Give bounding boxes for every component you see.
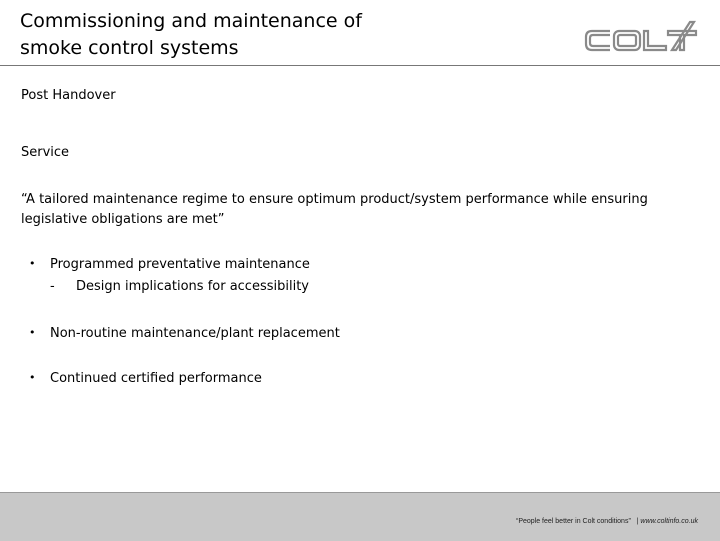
bullet-icon: •	[29, 326, 36, 339]
slide-title	[20, 8, 540, 62]
title-line-1: Commissioning and maintenance of	[20, 10, 362, 32]
bullet-text: Programmed preventative maintenance	[50, 257, 310, 272]
bullet-icon: •	[29, 371, 36, 384]
slide-footer	[0, 492, 720, 541]
slide-header	[0, 0, 720, 66]
bullet-text: Non-routine maintenance/plant replacement	[50, 326, 340, 341]
footer-tagline	[516, 518, 698, 525]
dash-icon: -	[50, 279, 55, 294]
header-divider	[0, 65, 720, 66]
service-quote: “A tailored maintenance regime to ensure optimum product/system performance while ensuring legislative obligations are met”	[21, 192, 648, 227]
title-line-2: smoke control systems	[20, 37, 239, 59]
footer-slogan: “People feel better in Colt conditions”	[515, 518, 631, 525]
post-handover-heading: Post Handover	[21, 88, 116, 103]
sub-bullet-text: Design implications for accessibility	[76, 279, 309, 294]
colt-logo	[582, 18, 700, 56]
service-heading: Service	[21, 145, 70, 160]
bullet-text: Continued certified performance	[50, 371, 262, 386]
footer-separator: |	[636, 518, 639, 525]
bullet-icon: •	[29, 257, 36, 270]
footer-url[interactable]: www.coltinfo.co.uk	[640, 518, 698, 525]
